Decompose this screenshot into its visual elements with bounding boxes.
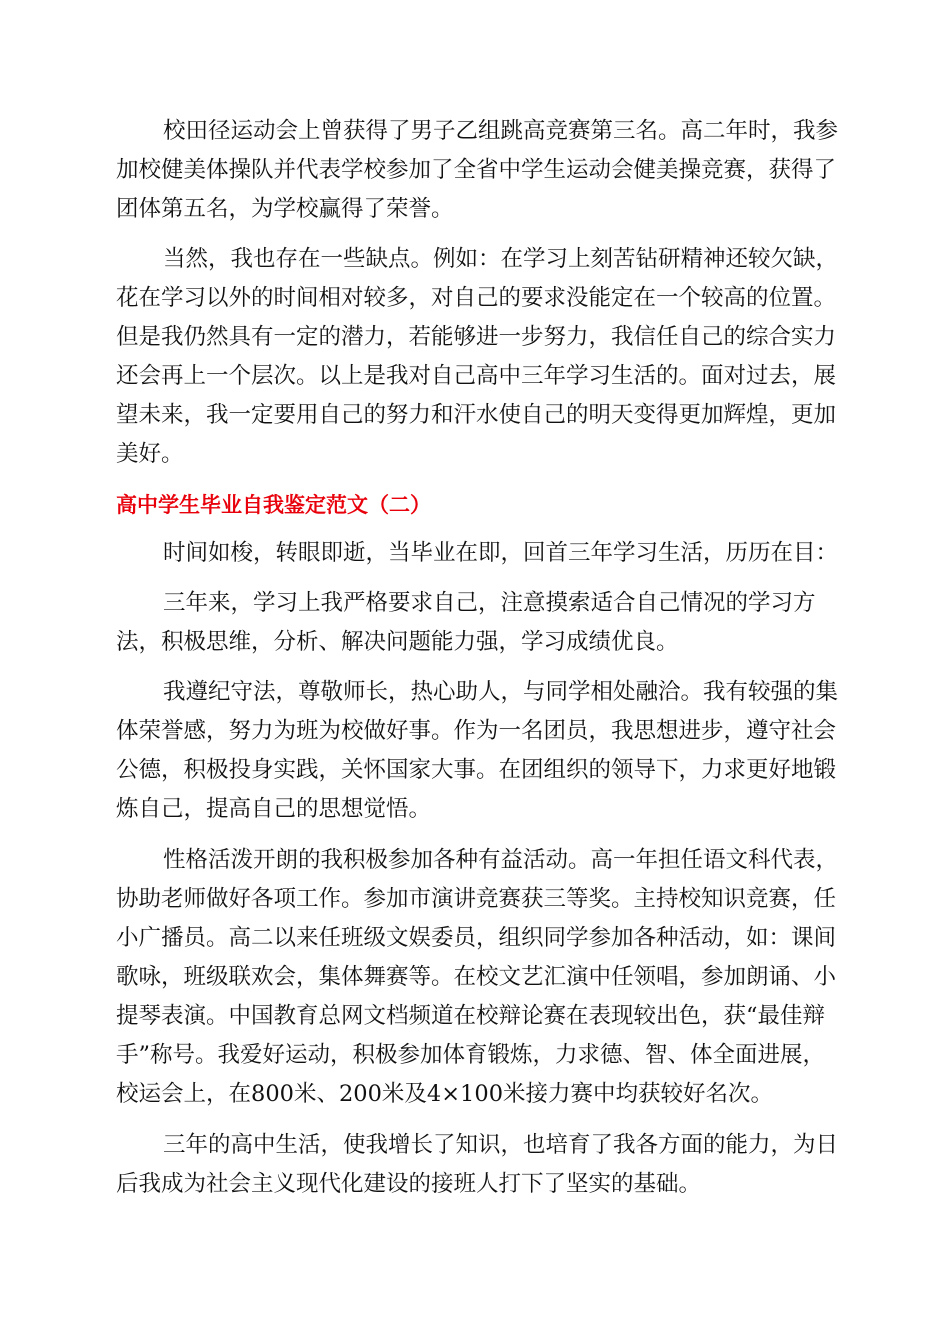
paragraph-line: 校田径运动会上曾获得了男子乙组跳高竞赛第三名。高二年时，我参: [163, 118, 839, 144]
paragraph-line: 时间如梭，转眼即逝，当毕业在即，回首三年学习生活，历历在目：: [163, 540, 839, 566]
paragraph-line: 后我成为社会主义现代化建设的接班人打下了坚实的基础。: [116, 1171, 702, 1197]
paragraph-line: 加校健美体操队并代表学校参加了全省中学生运动会健美操竞赛，获得了: [116, 157, 837, 183]
paragraph-line: 三年的高中生活，使我增长了知识，也培育了我各方面的能力，为日: [163, 1132, 839, 1158]
paragraph-line: 歌咏，班级联欢会，集体舞赛等。在校文艺汇演中任领唱，参加朗诵、小: [116, 964, 837, 990]
paragraph-line: 公德，积极投身实践，关怀国家大事。在团组织的领导下，力求更好地锻: [116, 757, 837, 783]
paragraph-line: 我遵纪守法，尊敬师长，热心助人，与同学相处融洽。我有较强的集: [163, 679, 839, 705]
paragraph-line: 提琴表演。中国教育总网文档频道在校辩论赛在表现较出色，获“最佳辩: [116, 1003, 826, 1029]
paragraph-line: 当然，我也存在一些缺点。例如：在学习上刻苦钻研精神还较欠缺，: [163, 246, 839, 272]
paragraph-line: 还会再上一个层次。以上是我对自己高中三年学习生活的。面对过去，展: [116, 363, 837, 389]
paragraph-line: 炼自己，提高自己的思想觉悟。: [116, 796, 432, 822]
paragraph-line: 法，积极思维，分析、解决问题能力强，学习成绩优良。: [116, 629, 679, 655]
paragraph-line: 校运会上，在800米、200米及4×100米接力赛中均获较好名次。: [116, 1081, 774, 1107]
paragraph-line: 协助老师做好各项工作。参加市演讲竞赛获三等奖。主持校知识竞赛，任: [116, 886, 837, 912]
paragraph-line: 但是我仍然具有一定的潜力，若能够进一步努力，我信任自己的综合实力: [116, 324, 837, 350]
paragraph-line: 望未来，我一定要用自己的努力和汗水使自己的明天变得更加辉煌，更加: [116, 402, 837, 428]
paragraph-line: 花在学习以外的时间相对较多，对自己的要求没能定在一个较高的位置。: [116, 285, 837, 311]
paragraph-line: 团体第五名，为学校赢得了荣誉。: [116, 196, 454, 222]
section-heading: 高中学生毕业自我鉴定范文（二）: [116, 493, 431, 517]
paragraph-line: 美好。: [116, 441, 184, 467]
paragraph-line: 性格活泼开朗的我积极参加各种有益活动。高一年担任语文科代表，: [163, 847, 839, 873]
paragraph-line: 小广播员。高二以来任班级文娱委员，组织同学参加各种活动，如：课间: [116, 925, 837, 951]
paragraph-line: 手”称号。我爱好运动，积极参加体育锻炼，力求德、智、体全面进展，: [116, 1042, 826, 1068]
paragraph-line: 体荣誉感，努力为班为校做好事。作为一名团员，我思想进步，遵守社会: [116, 718, 837, 744]
paragraph-line: 三年来，学习上我严格要求自己，注意摸索适合自己情况的学习方: [163, 590, 816, 616]
